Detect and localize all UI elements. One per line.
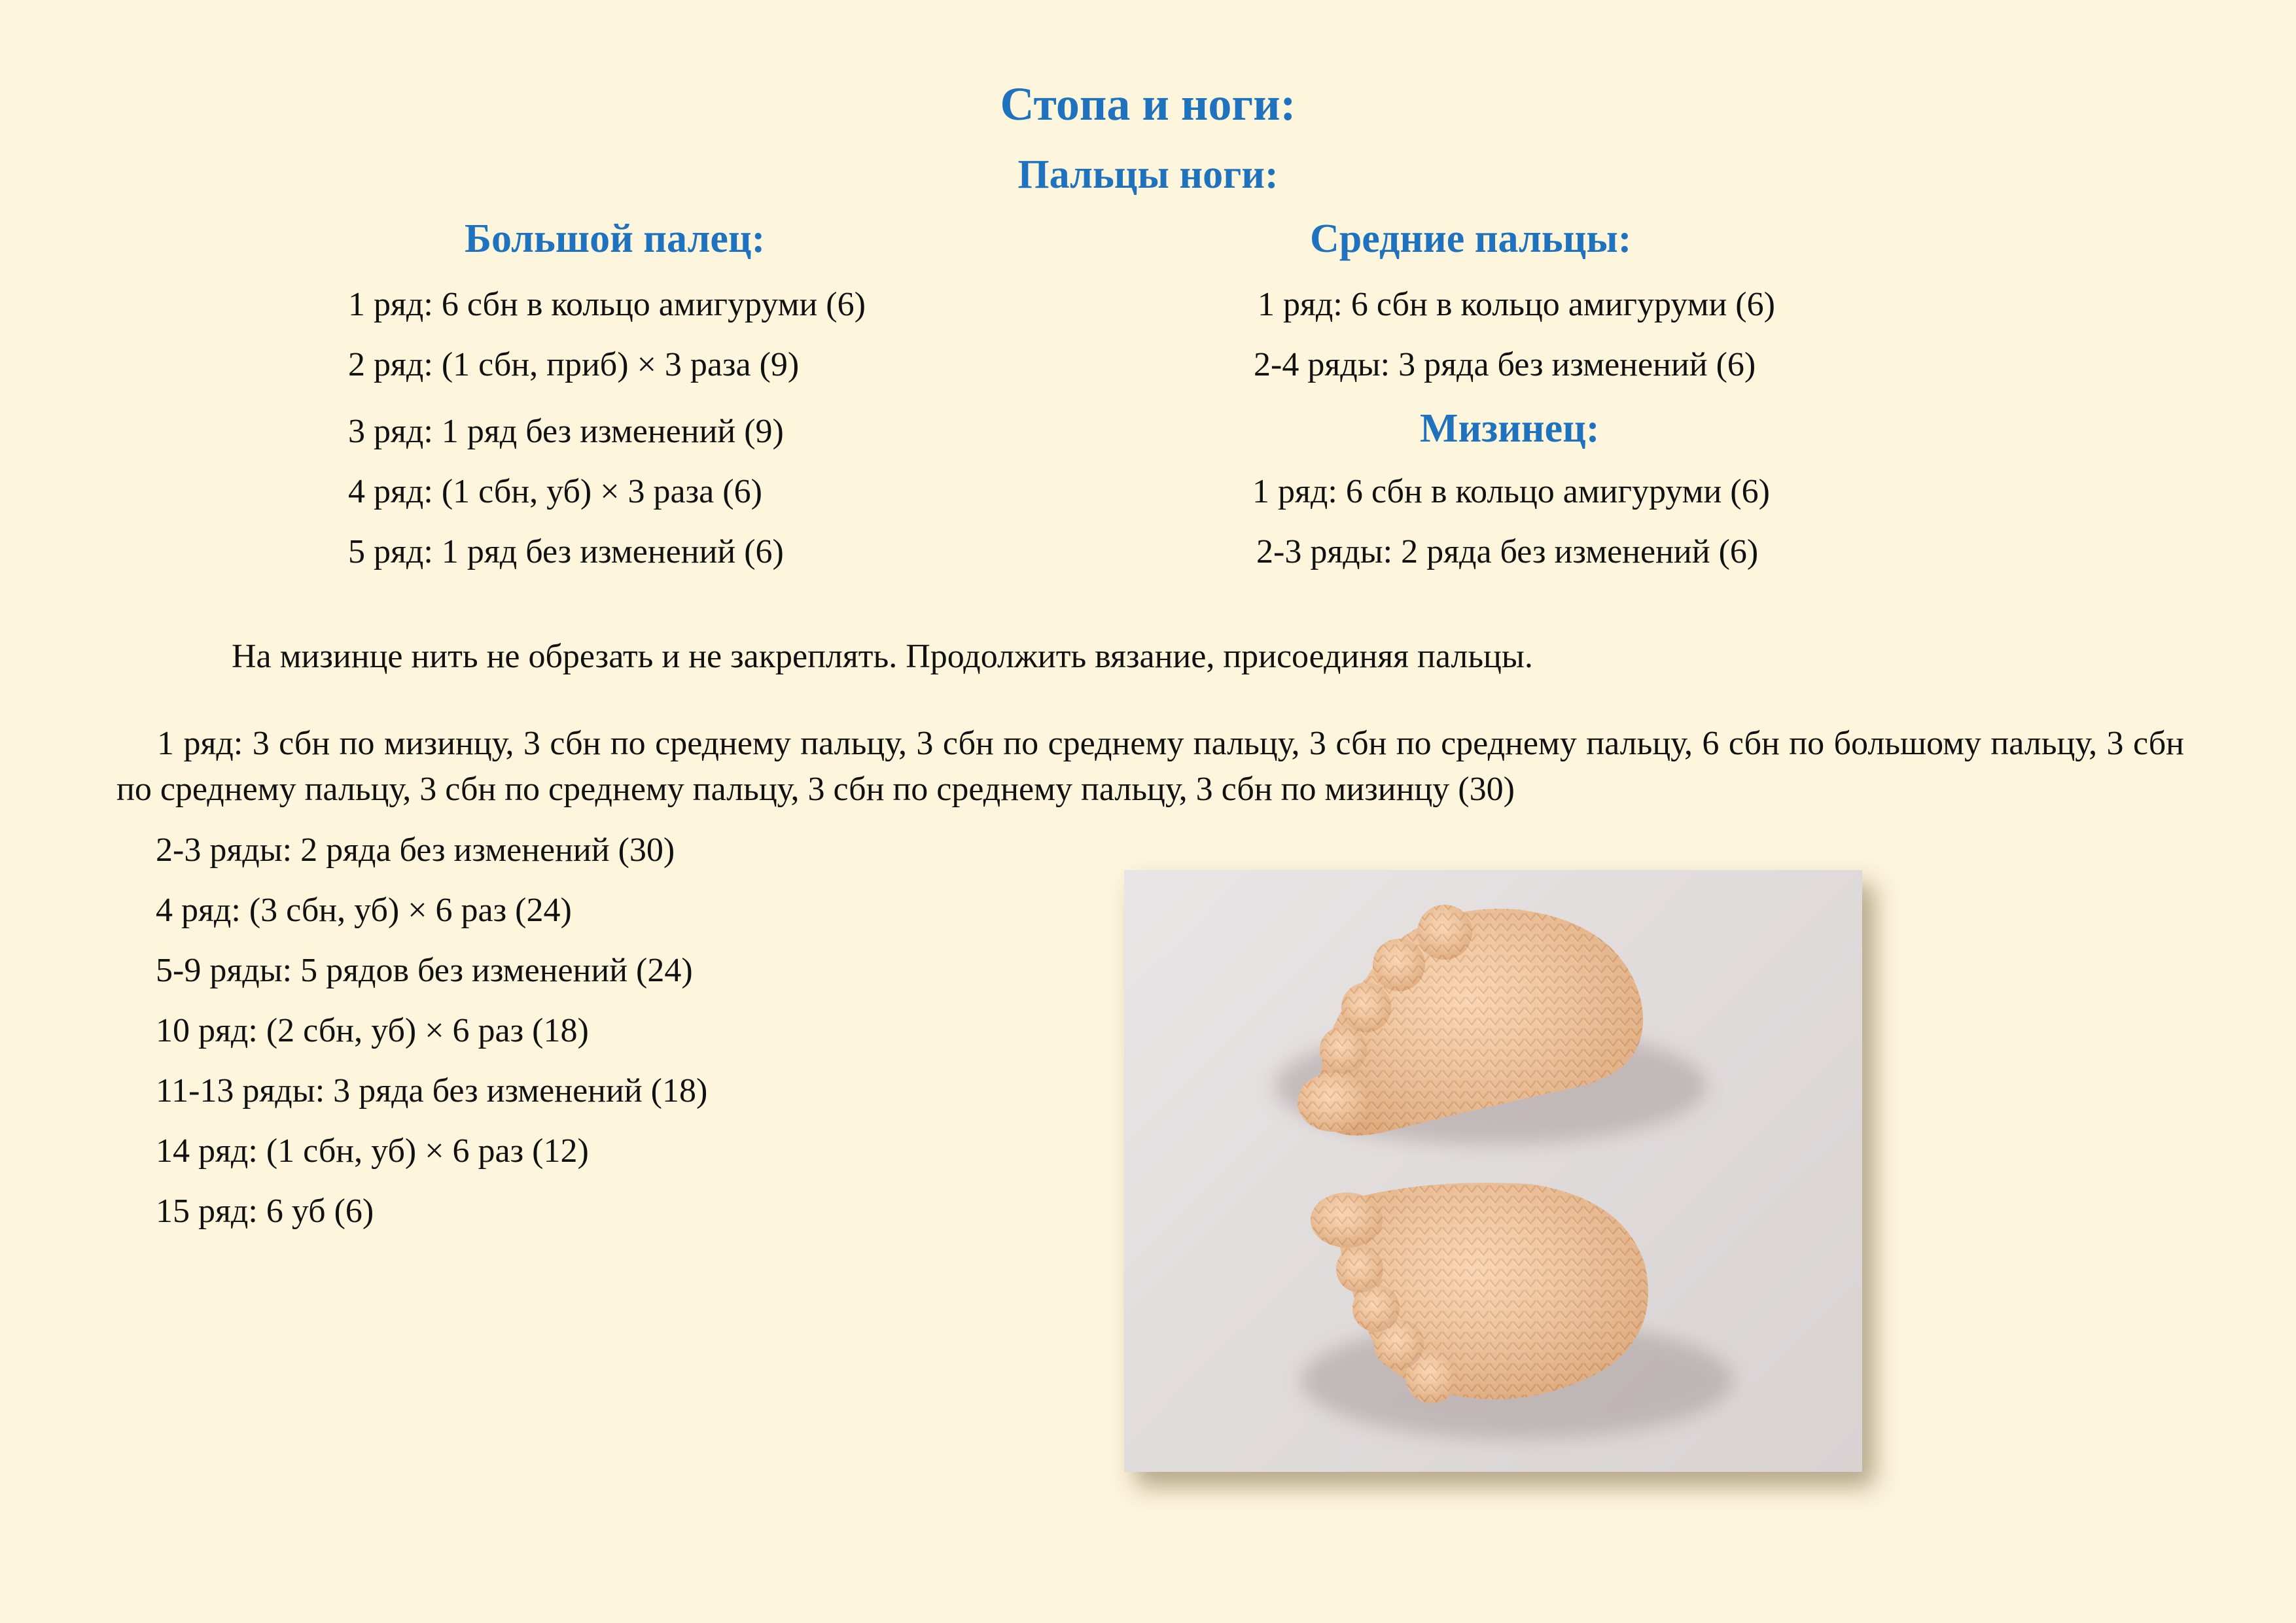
big-toe-heading: Большой палец: — [465, 217, 766, 261]
foot-row-4: 4 ряд: (3 сбн, уб) × 6 раз (24) — [156, 892, 572, 929]
crochet-feet-photo — [1124, 870, 1862, 1472]
page-title: Стопа и ноги: — [1000, 78, 1296, 130]
instruction-note: На мизинце нить не обрезать и не закреплять. Продолжить вязание, присоединяя пальцы. — [232, 638, 1533, 675]
middle-toes-row-1: 1 ряд: 6 сбн в кольцо амигуруми (6) — [1258, 286, 1775, 323]
middle-toes-row-2: 2-4 ряды: 3 ряда без изменений (6) — [1254, 346, 1756, 383]
pinky-row-2: 2-3 ряды: 2 ряда без изменений (6) — [1256, 533, 1759, 570]
big-toe-row-3: 3 ряд: 1 ряд без изменений (9) — [348, 413, 784, 450]
big-toe-row-2: 2 ряд: (1 сбн, приб) × 3 раза (9) — [348, 346, 800, 383]
foot-row-2-3: 2-3 ряды: 2 ряда без изменений (30) — [156, 831, 675, 869]
foot-row-5-9: 5-9 ряды: 5 рядов без изменений (24) — [156, 952, 693, 989]
foot-row-1: 1 ряд: 3 сбн по мизинцу, 3 сбн по среднему пальцу, 3 сбн по среднему пальцу, 3 сбн по среднему пальцу, 6 сбн по большому пальцу, 3 сбн по среднему пальцу, 3 сбн по среднему пальцу, 3 сбн по среднему пальцу, 3 сбн по мизинцу (30) — [116, 725, 2184, 808]
pinky-heading: Мизинец: — [1420, 406, 1600, 451]
foot-row-10: 10 ряд: (2 сбн, уб) × 6 раз (18) — [156, 1012, 589, 1049]
middle-toes-heading: Средние пальцы: — [1310, 217, 1632, 261]
foot-row-14: 14 ряд: (1 сбн, уб) × 6 раз (12) — [156, 1132, 589, 1170]
foot-row-15: 15 ряд: 6 уб (6) — [156, 1193, 374, 1230]
big-toe-row-5: 5 ряд: 1 ряд без изменений (6) — [348, 533, 784, 570]
foot-row-11-13: 11-13 ряды: 3 ряда без изменений (18) — [156, 1072, 708, 1109]
big-toe-row-4: 4 ряд: (1 сбн, уб) × 3 раза (6) — [348, 473, 762, 510]
section-subtitle: Пальцы ноги: — [1017, 152, 1279, 197]
pinky-row-1: 1 ряд: 6 сбн в кольцо амигуруми (6) — [1252, 473, 1770, 510]
big-toe-row-1: 1 ряд: 6 сбн в кольцо амигуруми (6) — [348, 286, 866, 323]
crochet-feet-illustration — [1124, 870, 1862, 1472]
